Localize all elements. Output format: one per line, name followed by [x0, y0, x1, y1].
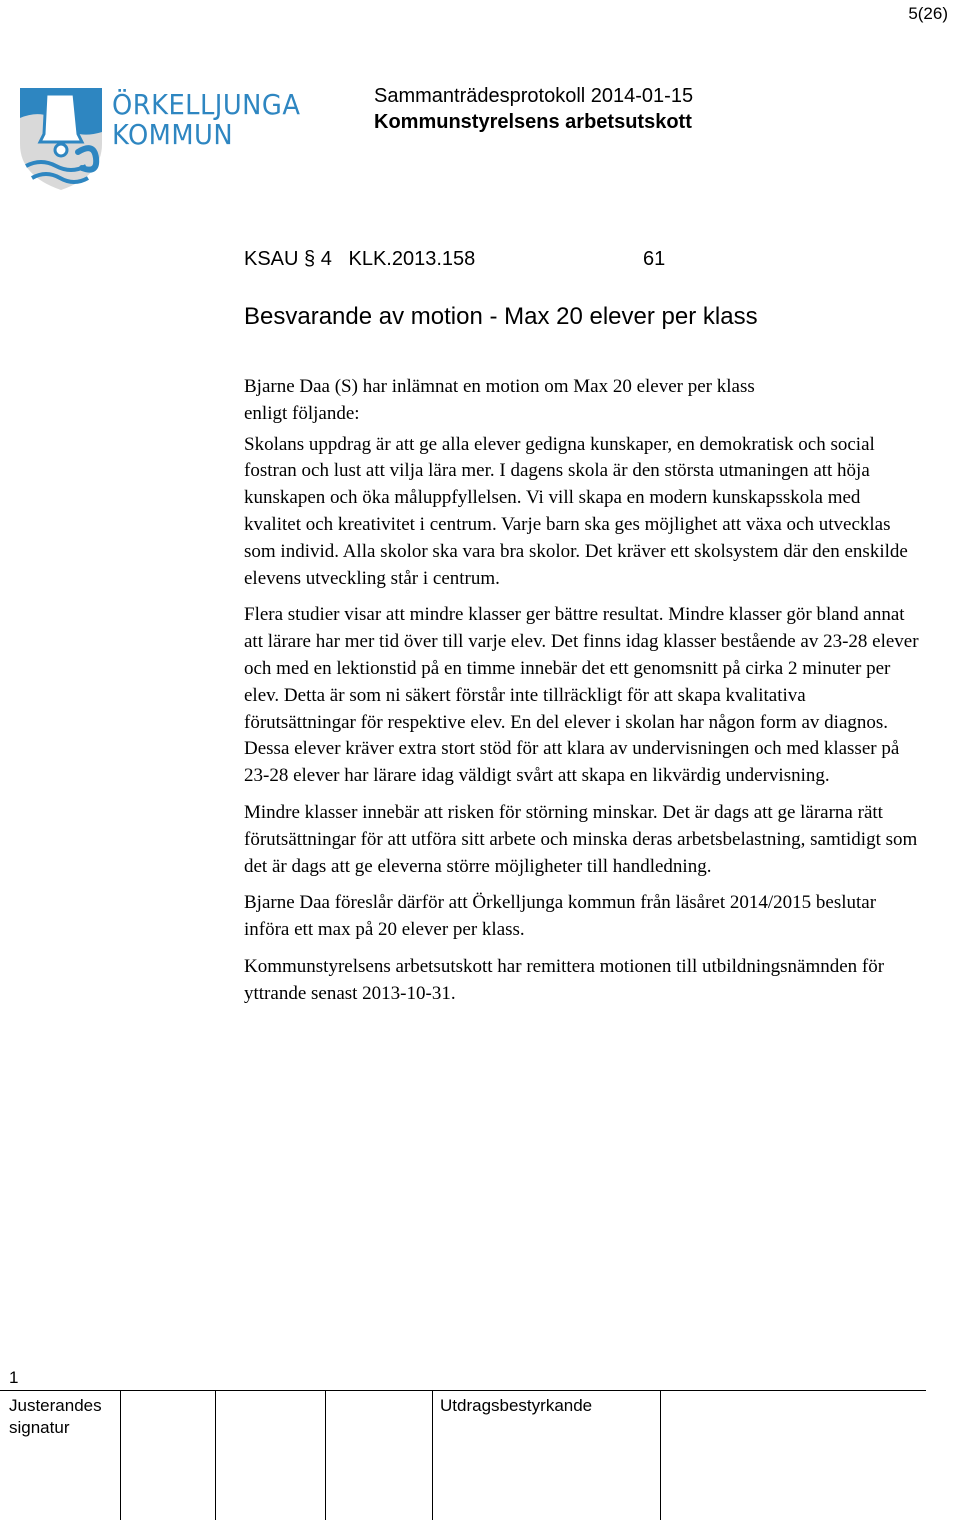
document-title: Besvarande av motion - Max 20 elever per klass: [244, 303, 758, 330]
committee-name: Kommunstyrelsens arbetsutskott: [374, 111, 692, 133]
municipality-logo: [16, 84, 306, 194]
footer-certification-label: Utdragsbestyrkande: [440, 1396, 593, 1415]
document-body: [244, 374, 922, 1018]
footer-signature-label-line1: Justerandes: [9, 1396, 102, 1415]
footer-column-divider: [660, 1390, 661, 1520]
footer-column-divider: [325, 1390, 326, 1520]
footer-column-divider: [215, 1390, 216, 1520]
intro-line-1: Bjarne Daa (S) har inlämnat en motion om Max 20 elever per klass: [244, 376, 755, 397]
protocol-title: Sammanträdesprotokoll 2014-01-15: [374, 85, 694, 107]
footer-column-divider: [120, 1390, 121, 1520]
municipal-coat-of-arms-icon: [16, 84, 106, 194]
paragraph-5: Kommunstyrelsens arbetsutskott har remittera motionen till utbildningsnämnden för yttrande senast 2013-10-31.: [244, 955, 885, 1004]
paragraph-1: Skolans uppdrag är att ge alla elever gedigna kunskaper, en demokratisk och social fostran och lust att vilja lära mer. I dagens skola är den största utmaningen att höja kunskapen och öka måluppfyllelsen. Vi vill skapa en modern kunskapsskola med kvalitet och kreativitet i centrum. Varje barn ska ges möjlighet att växa och utvecklas som individ. Alla skolor ska vara bra skolor. Det kräver ett skolsystem där den enskilde elevens utveckling står i centrum.: [244, 433, 908, 589]
case-reference: [244, 248, 944, 274]
footer-number: 1: [9, 1368, 19, 1387]
paragraph-4: Bjarne Daa föreslår därför att Örkelljunga kommun från läsåret 2014/2015 beslutar införa ett max på 20 elever per klass.: [244, 892, 877, 941]
paragraph-2: Flera studier visar att mindre klasser ger bättre resultat. Mindre klasser gör bland annat att lärare har mer tid över till varje elev. Det finns idag klasser bestående av 23-28 elever och med en lektionstid på en timme innebär det ett genomsnitt på cirka 2 minuter per elev. Detta är som ni säkert förstår inte tillräckligt för att skapa kvalitativa förutsättningar för respektive elev. En del elever i skolan har någon form av diagnos. Dessa elever kräver extra stort stöd för att klara av undervisningen och med klasser på 23-28 elever har lärare idag väldigt svårt att skapa en likvärdig undervisning.: [244, 604, 919, 787]
footer-column-divider: [432, 1390, 433, 1520]
case-number: 61: [643, 248, 666, 270]
paragraph-3: Mindre klasser innebär att risken för störning minskar. Det är dags att ge lärarna rätt förutsättningar för att utföra sitt arbete och minska deras arbetsbelastning, samtidigt som det är dags att ge eleverna större möjligheter till handledning.: [244, 801, 918, 877]
footer-divider: [0, 1390, 926, 1391]
logo-text-line1: ÖRKELLJUNGA: [112, 88, 301, 121]
page-number: 5(26): [908, 4, 948, 23]
logo-text-line2: KOMMUN: [112, 118, 234, 151]
case-code: KSAU § 4 KLK.2013.158: [244, 248, 476, 270]
logo-text: [112, 90, 300, 150]
footer-signature-label-line2: signatur: [9, 1418, 70, 1437]
footer-signature-label: [9, 1395, 102, 1439]
intro-line-2: enligt följande:: [244, 402, 360, 424]
